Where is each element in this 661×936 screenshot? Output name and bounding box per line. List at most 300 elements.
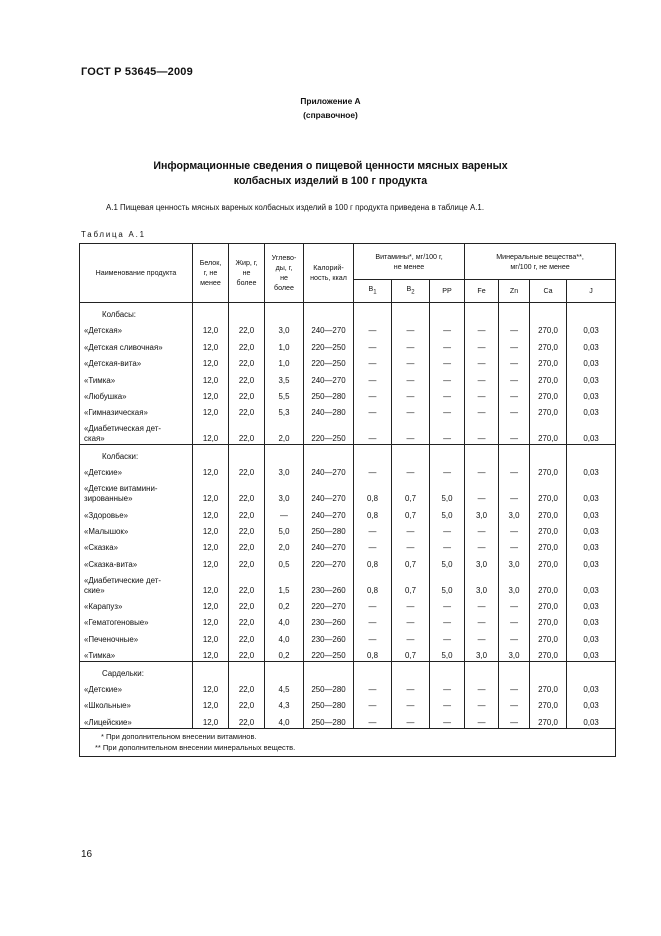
document-code: ГОСТ Р 53645—2009 — [81, 66, 193, 78]
cell-fe: 3,0 — [465, 504, 499, 520]
col-header-calories-line: Калорий- — [313, 264, 344, 272]
cell-b1: 0,8 — [354, 478, 392, 504]
product-name-line: зированные» — [84, 494, 133, 504]
col-header-protein-line: менее — [200, 279, 221, 287]
table-row — [80, 537, 616, 553]
table-header — [80, 244, 616, 303]
empty-cell — [499, 662, 530, 679]
cell-carb: — — [265, 504, 304, 520]
cell-fat: 22,0 — [229, 353, 265, 369]
cell-zn: — — [499, 695, 530, 711]
col-header-calories-line: ность, ккал — [310, 274, 347, 282]
cell-cal: 230—260 — [304, 570, 354, 596]
cell-fat: 22,0 — [229, 695, 265, 711]
cell-protein: 12,0 — [193, 679, 229, 695]
cell-b2: — — [392, 369, 430, 385]
product-name-line: «Детские витамини- — [84, 484, 158, 494]
product-name: «Малышок» — [80, 521, 193, 537]
cell-ca: 270,0 — [530, 645, 567, 662]
cell-j: 0,03 — [567, 369, 616, 385]
cell-b2: 0,7 — [392, 553, 430, 569]
cell-fat: 22,0 — [229, 612, 265, 628]
cell-ca: 270,0 — [530, 402, 567, 418]
cell-fe: — — [465, 612, 499, 628]
cell-zn: — — [499, 336, 530, 352]
group-title: Колбасы: — [80, 303, 193, 321]
cell-carb: 3,5 — [265, 369, 304, 385]
cell-b1: — — [354, 418, 392, 445]
empty-cell — [229, 303, 265, 321]
cell-protein: 12,0 — [193, 645, 229, 662]
cell-ca: 270,0 — [530, 336, 567, 352]
col-header-minerals — [465, 244, 616, 280]
table-row — [80, 369, 616, 385]
cell-fe: — — [465, 386, 499, 402]
cell-ca: 270,0 — [530, 353, 567, 369]
cell-protein: 12,0 — [193, 320, 229, 336]
col-header-protein — [193, 244, 229, 303]
cell-j: 0,03 — [567, 336, 616, 352]
cell-b1: 0,8 — [354, 570, 392, 596]
cell-ca: 270,0 — [530, 711, 567, 728]
cell-zn: — — [499, 612, 530, 628]
empty-cell — [354, 662, 392, 679]
cell-fe: — — [465, 537, 499, 553]
product-name: «Гематогеновые» — [80, 612, 193, 628]
cell-j: 0,03 — [567, 612, 616, 628]
cell-protein: 12,0 — [193, 478, 229, 504]
cell-protein: 12,0 — [193, 711, 229, 728]
cell-ca: 270,0 — [530, 537, 567, 553]
cell-b2: — — [392, 320, 430, 336]
product-name-line: ские» — [84, 585, 105, 595]
cell-carb: 5,0 — [265, 521, 304, 537]
cell-b2: — — [392, 695, 430, 711]
cell-j: 0,03 — [567, 353, 616, 369]
table-row — [80, 645, 616, 662]
product-name: «Детская-вита» — [80, 353, 193, 369]
cell-b1: — — [354, 628, 392, 644]
product-name: «Печеночные» — [80, 628, 193, 644]
product-name: «Гимназическая» — [80, 402, 193, 418]
empty-cell — [304, 662, 354, 679]
cell-cal: 240—270 — [304, 320, 354, 336]
cell-protein: 12,0 — [193, 336, 229, 352]
cell-zn: — — [499, 369, 530, 385]
cell-protein: 12,0 — [193, 402, 229, 418]
product-name-line: «Диабетическая дет- — [84, 424, 162, 434]
cell-carb: 3,0 — [265, 478, 304, 504]
cell-fe: — — [465, 521, 499, 537]
cell-pp: 5,0 — [430, 478, 465, 504]
page-number: 16 — [81, 849, 93, 860]
col-header-protein-line: г, не — [203, 269, 218, 277]
col-header-calories — [304, 244, 354, 303]
cell-cal: 240—270 — [304, 504, 354, 520]
product-name: «Лицейские» — [80, 711, 193, 728]
cell-fe: — — [465, 628, 499, 644]
col-header-fat-line: Жир, г, — [235, 259, 258, 267]
cell-j: 0,03 — [567, 402, 616, 418]
col-header-b1 — [354, 280, 392, 303]
cell-cal: 240—270 — [304, 478, 354, 504]
table-row — [80, 504, 616, 520]
cell-cal: 220—250 — [304, 336, 354, 352]
cell-b2: — — [392, 596, 430, 612]
cell-fe: — — [465, 336, 499, 352]
cell-fat: 22,0 — [229, 369, 265, 385]
empty-cell — [530, 662, 567, 679]
cell-pp: — — [430, 679, 465, 695]
cell-b1: — — [354, 679, 392, 695]
cell-cal: 250—280 — [304, 679, 354, 695]
footnote-minerals: ** При дополнительном внесении минеральных веществ. — [95, 742, 296, 752]
cell-protein: 12,0 — [193, 386, 229, 402]
product-name: «Сказка-вита» — [80, 553, 193, 569]
product-name: «Детские» — [80, 462, 193, 478]
cell-fat: 22,0 — [229, 478, 265, 504]
empty-cell — [567, 303, 616, 321]
cell-ca: 270,0 — [530, 521, 567, 537]
cell-j: 0,03 — [567, 462, 616, 478]
cell-carb: 5,5 — [265, 386, 304, 402]
cell-j: 0,03 — [567, 679, 616, 695]
cell-b1: — — [354, 695, 392, 711]
cell-j: 0,03 — [567, 553, 616, 569]
cell-ca: 270,0 — [530, 570, 567, 596]
empty-cell — [392, 662, 430, 679]
empty-cell — [193, 445, 229, 462]
empty-cell — [193, 662, 229, 679]
cell-fat: 22,0 — [229, 596, 265, 612]
cell-ca: 270,0 — [530, 628, 567, 644]
cell-j: 0,03 — [567, 386, 616, 402]
product-name-line: ская» — [84, 434, 105, 444]
cell-j: 0,03 — [567, 504, 616, 520]
cell-b2: 0,7 — [392, 478, 430, 504]
col-header-carbs-line: ды, г, — [275, 264, 293, 272]
cell-b2: — — [392, 711, 430, 728]
footnotes-cell — [80, 728, 616, 756]
cell-protein: 12,0 — [193, 596, 229, 612]
col-header-fe: Fe — [465, 280, 499, 303]
cell-cal: 250—280 — [304, 386, 354, 402]
cell-fe: — — [465, 402, 499, 418]
cell-fat: 22,0 — [229, 462, 265, 478]
product-name — [80, 418, 193, 445]
cell-b2: — — [392, 521, 430, 537]
cell-fe: — — [465, 418, 499, 445]
cell-j: 0,03 — [567, 521, 616, 537]
cell-carb: 0,5 — [265, 553, 304, 569]
cell-b2: — — [392, 537, 430, 553]
cell-j: 0,03 — [567, 320, 616, 336]
cell-fat: 22,0 — [229, 553, 265, 569]
cell-fe: — — [465, 596, 499, 612]
cell-zn: — — [499, 711, 530, 728]
table-row — [80, 353, 616, 369]
cell-zn: 3,0 — [499, 553, 530, 569]
cell-j: 0,03 — [567, 537, 616, 553]
col-header-name: Наименование продукта — [80, 244, 193, 303]
empty-cell — [265, 303, 304, 321]
cell-b1: — — [354, 537, 392, 553]
empty-cell — [193, 303, 229, 321]
empty-cell — [354, 303, 392, 321]
cell-pp: — — [430, 537, 465, 553]
cell-zn: 3,0 — [499, 504, 530, 520]
cell-cal: 220—270 — [304, 596, 354, 612]
cell-fat: 22,0 — [229, 521, 265, 537]
empty-cell — [430, 303, 465, 321]
cell-pp: — — [430, 320, 465, 336]
empty-cell — [392, 303, 430, 321]
cell-cal: 250—280 — [304, 521, 354, 537]
cell-b2: — — [392, 336, 430, 352]
cell-pp: 5,0 — [430, 553, 465, 569]
cell-ca: 270,0 — [530, 386, 567, 402]
cell-fe: — — [465, 320, 499, 336]
table-row — [80, 695, 616, 711]
cell-b2: — — [392, 612, 430, 628]
cell-b1: — — [354, 336, 392, 352]
cell-ca: 270,0 — [530, 679, 567, 695]
product-name: «Здоровье» — [80, 504, 193, 520]
footnote-vitamins: * При дополнительном внесении витаминов. — [101, 731, 257, 741]
cell-ca: 270,0 — [530, 695, 567, 711]
col-header-pp: PP — [430, 280, 465, 303]
product-name — [80, 478, 193, 504]
cell-zn: 3,0 — [499, 645, 530, 662]
cell-j: 0,03 — [567, 478, 616, 504]
cell-pp: 5,0 — [430, 570, 465, 596]
cell-zn: — — [499, 537, 530, 553]
cell-pp: — — [430, 462, 465, 478]
cell-zn: — — [499, 418, 530, 445]
cell-ca: 270,0 — [530, 462, 567, 478]
cell-pp: — — [430, 386, 465, 402]
product-name: «Карапуз» — [80, 596, 193, 612]
cell-pp: 5,0 — [430, 504, 465, 520]
cell-fe: — — [465, 369, 499, 385]
table-row — [80, 462, 616, 478]
col-header-vitamins — [354, 244, 465, 280]
cell-protein: 12,0 — [193, 504, 229, 520]
cell-j: 0,03 — [567, 645, 616, 662]
col-header-carbs-line: не — [280, 274, 288, 282]
b2-subscript: 2 — [411, 289, 415, 296]
empty-cell — [530, 303, 567, 321]
table-row — [80, 612, 616, 628]
cell-cal: 220—250 — [304, 418, 354, 445]
cell-zn: — — [499, 386, 530, 402]
cell-zn: — — [499, 679, 530, 695]
cell-ca: 270,0 — [530, 478, 567, 504]
cell-b1: — — [354, 402, 392, 418]
empty-cell — [499, 303, 530, 321]
cell-carb: 4,3 — [265, 695, 304, 711]
cell-zn: — — [499, 628, 530, 644]
group-header-row — [80, 303, 616, 321]
cell-b1: — — [354, 521, 392, 537]
table-row — [80, 386, 616, 402]
empty-cell — [229, 445, 265, 462]
empty-cell — [567, 445, 616, 462]
product-name-line: «Диабетические дет- — [84, 575, 161, 585]
appendix-label: Приложение А — [300, 96, 361, 106]
cell-cal: 240—270 — [304, 537, 354, 553]
cell-pp: — — [430, 711, 465, 728]
cell-protein: 12,0 — [193, 418, 229, 445]
cell-carb: 0,2 — [265, 645, 304, 662]
cell-pp: — — [430, 521, 465, 537]
empty-cell — [392, 445, 430, 462]
cell-zn: — — [499, 402, 530, 418]
col-header-fat-line: более — [236, 279, 257, 287]
cell-zn: — — [499, 353, 530, 369]
cell-fat: 22,0 — [229, 336, 265, 352]
cell-carb: 3,0 — [265, 320, 304, 336]
cell-cal: 220—250 — [304, 353, 354, 369]
table-row — [80, 418, 616, 445]
col-header-minerals-line: Минеральные вещества**, — [496, 252, 584, 261]
empty-cell — [465, 303, 499, 321]
table-row — [80, 402, 616, 418]
col-header-vitamins-line: не менее — [393, 262, 425, 271]
cell-cal: 230—260 — [304, 628, 354, 644]
cell-protein: 12,0 — [193, 369, 229, 385]
cell-fat: 22,0 — [229, 320, 265, 336]
cell-pp: — — [430, 695, 465, 711]
cell-cal: 230—260 — [304, 612, 354, 628]
cell-b2: — — [392, 402, 430, 418]
cell-protein: 12,0 — [193, 537, 229, 553]
cell-fat: 22,0 — [229, 418, 265, 445]
cell-cal: 250—280 — [304, 711, 354, 728]
cell-zn: — — [499, 478, 530, 504]
table-row — [80, 596, 616, 612]
cell-fe: — — [465, 695, 499, 711]
col-header-b2 — [392, 280, 430, 303]
cell-protein: 12,0 — [193, 628, 229, 644]
col-header-carbs — [265, 244, 304, 303]
cell-j: 0,03 — [567, 695, 616, 711]
cell-fat: 22,0 — [229, 628, 265, 644]
product-name: «Сказка» — [80, 537, 193, 553]
b1-subscript: 1 — [373, 289, 377, 296]
col-header-carbs-line: Углево- — [271, 254, 297, 262]
cell-pp: — — [430, 596, 465, 612]
cell-pp: — — [430, 418, 465, 445]
cell-j: 0,03 — [567, 570, 616, 596]
cell-zn: — — [499, 462, 530, 478]
cell-pp: — — [430, 628, 465, 644]
table-row — [80, 478, 616, 504]
cell-j: 0,03 — [567, 711, 616, 728]
cell-cal: 240—270 — [304, 369, 354, 385]
product-name: «Тимка» — [80, 369, 193, 385]
cell-b1: — — [354, 353, 392, 369]
cell-j: 0,03 — [567, 418, 616, 445]
col-header-j: J — [567, 280, 616, 303]
cell-carb: 0,2 — [265, 596, 304, 612]
table-row — [80, 679, 616, 695]
empty-cell — [354, 445, 392, 462]
cell-pp: — — [430, 369, 465, 385]
col-header-protein-line: Белок, — [199, 259, 222, 267]
empty-cell — [229, 662, 265, 679]
cell-protein: 12,0 — [193, 695, 229, 711]
table-row — [80, 628, 616, 644]
empty-cell — [430, 445, 465, 462]
cell-fat: 22,0 — [229, 711, 265, 728]
cell-b2: — — [392, 679, 430, 695]
cell-cal: 220—250 — [304, 645, 354, 662]
nutrition-table — [79, 243, 616, 757]
cell-zn: — — [499, 521, 530, 537]
empty-cell — [567, 662, 616, 679]
cell-carb: 5,3 — [265, 402, 304, 418]
product-name — [80, 570, 193, 596]
cell-b1: — — [354, 612, 392, 628]
empty-cell — [265, 662, 304, 679]
cell-b1: 0,8 — [354, 553, 392, 569]
cell-protein: 12,0 — [193, 553, 229, 569]
group-header-row — [80, 445, 616, 462]
empty-cell — [304, 445, 354, 462]
appendix-type: (справочное) — [303, 110, 358, 120]
empty-cell — [499, 445, 530, 462]
cell-ca: 270,0 — [530, 504, 567, 520]
cell-j: 0,03 — [567, 596, 616, 612]
cell-cal: 250—280 — [304, 695, 354, 711]
cell-j: 0,03 — [567, 628, 616, 644]
cell-protein: 12,0 — [193, 612, 229, 628]
cell-fe: 3,0 — [465, 570, 499, 596]
cell-fe: 3,0 — [465, 553, 499, 569]
cell-pp: 5,0 — [430, 645, 465, 662]
cell-fat: 22,0 — [229, 537, 265, 553]
product-name: «Тимка» — [80, 645, 193, 662]
empty-cell — [465, 662, 499, 679]
table-body — [80, 303, 616, 729]
product-name: «Любушка» — [80, 386, 193, 402]
cell-zn: 3,0 — [499, 570, 530, 596]
product-name: «Детская» — [80, 320, 193, 336]
cell-b2: — — [392, 386, 430, 402]
cell-b2: 0,7 — [392, 645, 430, 662]
cell-fat: 22,0 — [229, 504, 265, 520]
product-name: «Детские» — [80, 679, 193, 695]
cell-pp: — — [430, 336, 465, 352]
empty-cell — [530, 445, 567, 462]
cell-fat: 22,0 — [229, 570, 265, 596]
cell-b1: 0,8 — [354, 645, 392, 662]
cell-ca: 270,0 — [530, 612, 567, 628]
cell-carb: 3,0 — [265, 462, 304, 478]
cell-pp: — — [430, 402, 465, 418]
cell-b2: 0,7 — [392, 504, 430, 520]
empty-cell — [430, 662, 465, 679]
cell-cal: 240—270 — [304, 462, 354, 478]
cell-fe: — — [465, 478, 499, 504]
cell-b1: — — [354, 462, 392, 478]
cell-carb: 4,0 — [265, 711, 304, 728]
cell-ca: 270,0 — [530, 369, 567, 385]
cell-protein: 12,0 — [193, 353, 229, 369]
table-footnotes — [80, 728, 616, 756]
cell-b1: — — [354, 596, 392, 612]
